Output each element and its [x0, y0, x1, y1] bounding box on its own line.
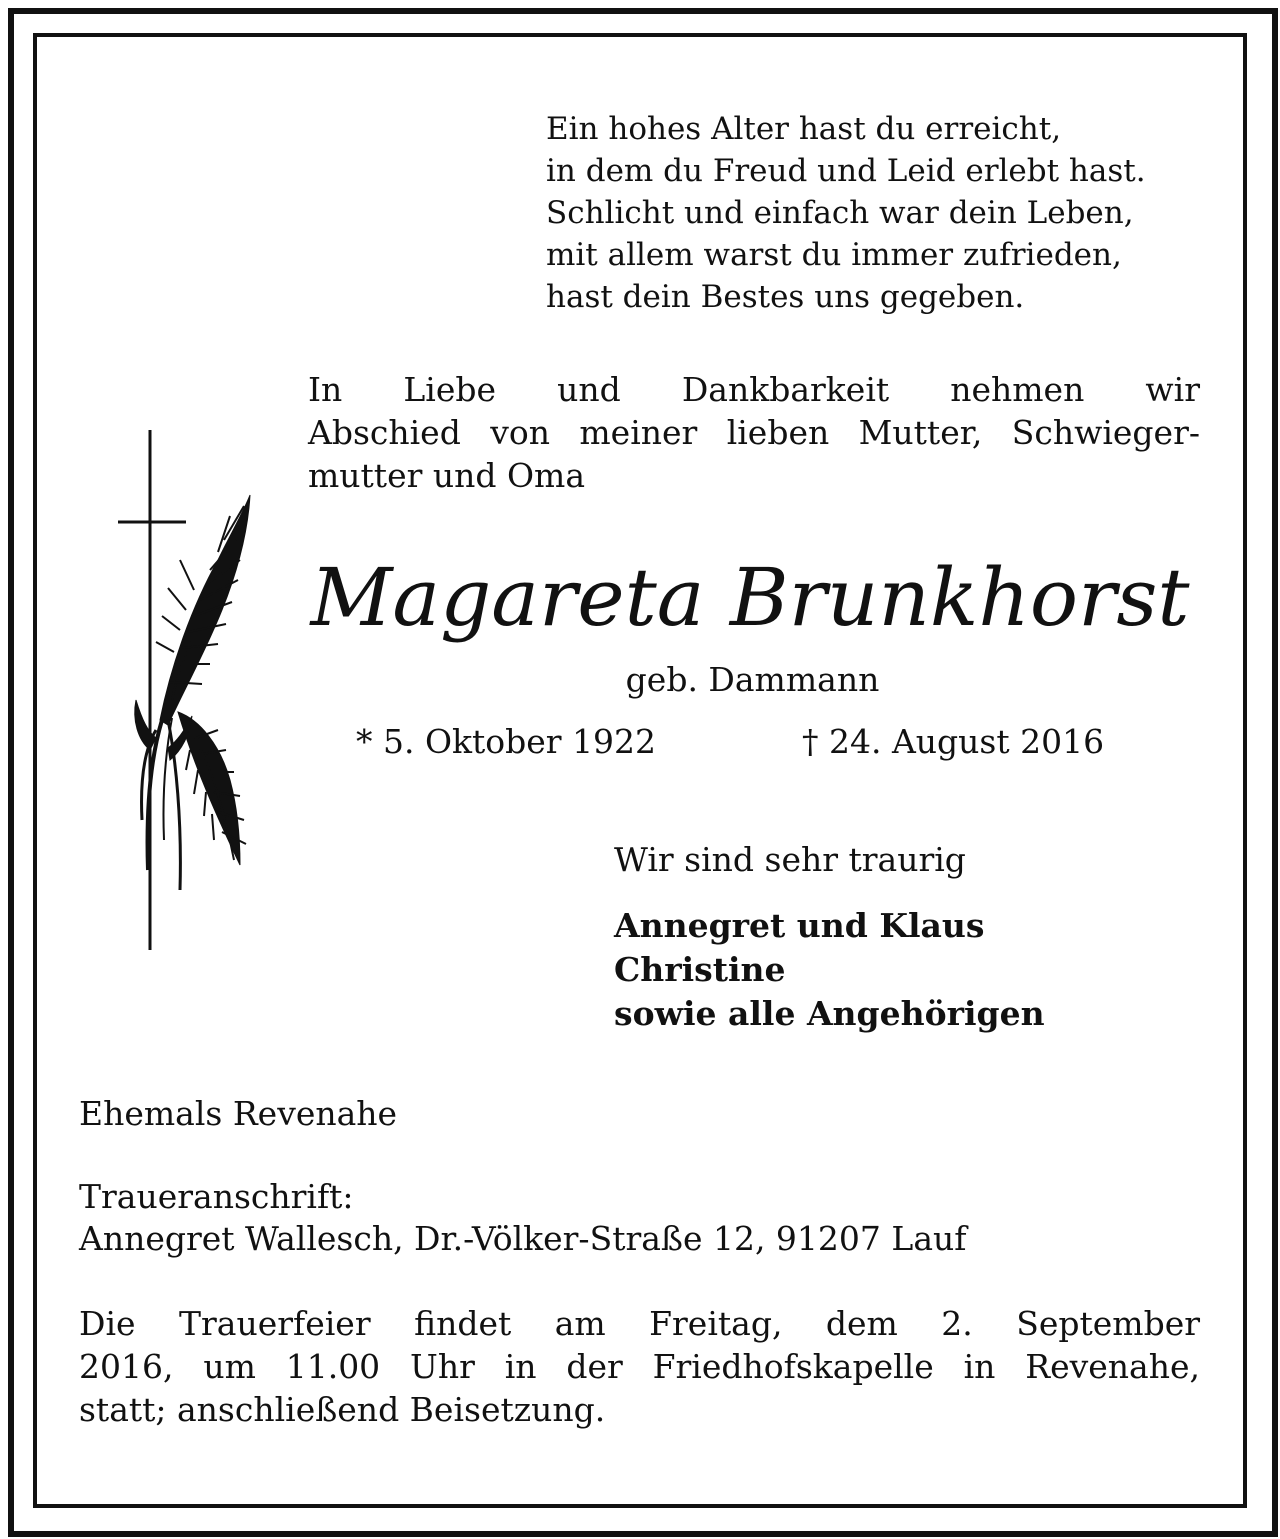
mourner-name: Annegret und Klaus — [614, 906, 985, 945]
service-line: statt; anschließend Beisetzung. — [79, 1390, 606, 1429]
mourner-name: sowie alle Angehörigen — [614, 994, 1045, 1033]
death-date: † 24. August 2016 — [802, 722, 1105, 761]
cross-with-grain-icon — [110, 420, 280, 960]
poem-line: mit allem warst du immer zufrieden, — [546, 237, 1122, 273]
grain-stalk-icon — [135, 495, 250, 890]
service-line: Die Trauerfeier findet am Freitag, dem 2. September — [79, 1304, 1200, 1343]
intro-line: mutter und Oma — [308, 456, 586, 495]
poem-line: in dem du Freud und Leid erlebt hast. — [546, 153, 1146, 189]
mourner-names — [614, 904, 1045, 1036]
mourner-name: Christine — [614, 950, 786, 989]
former-residence: Ehemals Revenahe — [79, 1094, 398, 1133]
birth-date: * 5. Oktober 1922 — [356, 722, 657, 761]
address-label: Traueranschrift: — [79, 1177, 354, 1216]
poem — [546, 108, 1146, 318]
maiden-name: geb. Dammann — [625, 660, 880, 699]
mourner-statement: Wir sind sehr traurig — [614, 840, 966, 879]
poem-line: hast dein Bestes uns gegeben. — [546, 279, 1025, 315]
intro-line: In Liebe und Dankbarkeit nehmen wir — [308, 370, 1200, 409]
address-line: Annegret Wallesch, Dr.-Völker-Straße 12, 91207 Lauf — [79, 1219, 967, 1258]
deceased-name: Magareta Brunkhorst — [310, 551, 1190, 644]
service-line: 2016, um 11.00 Uhr in der Friedhofskapelle in Revenahe, — [79, 1347, 1200, 1386]
mourning-address — [79, 1176, 966, 1260]
intro-text — [308, 368, 1200, 497]
service-info — [79, 1302, 1200, 1431]
intro-line: Abschied von meiner lieben Mutter, Schwieger- — [308, 413, 1200, 452]
poem-line: Ein hohes Alter hast du erreicht, — [546, 111, 1062, 147]
poem-line: Schlicht und einfach war dein Leben, — [546, 195, 1134, 231]
